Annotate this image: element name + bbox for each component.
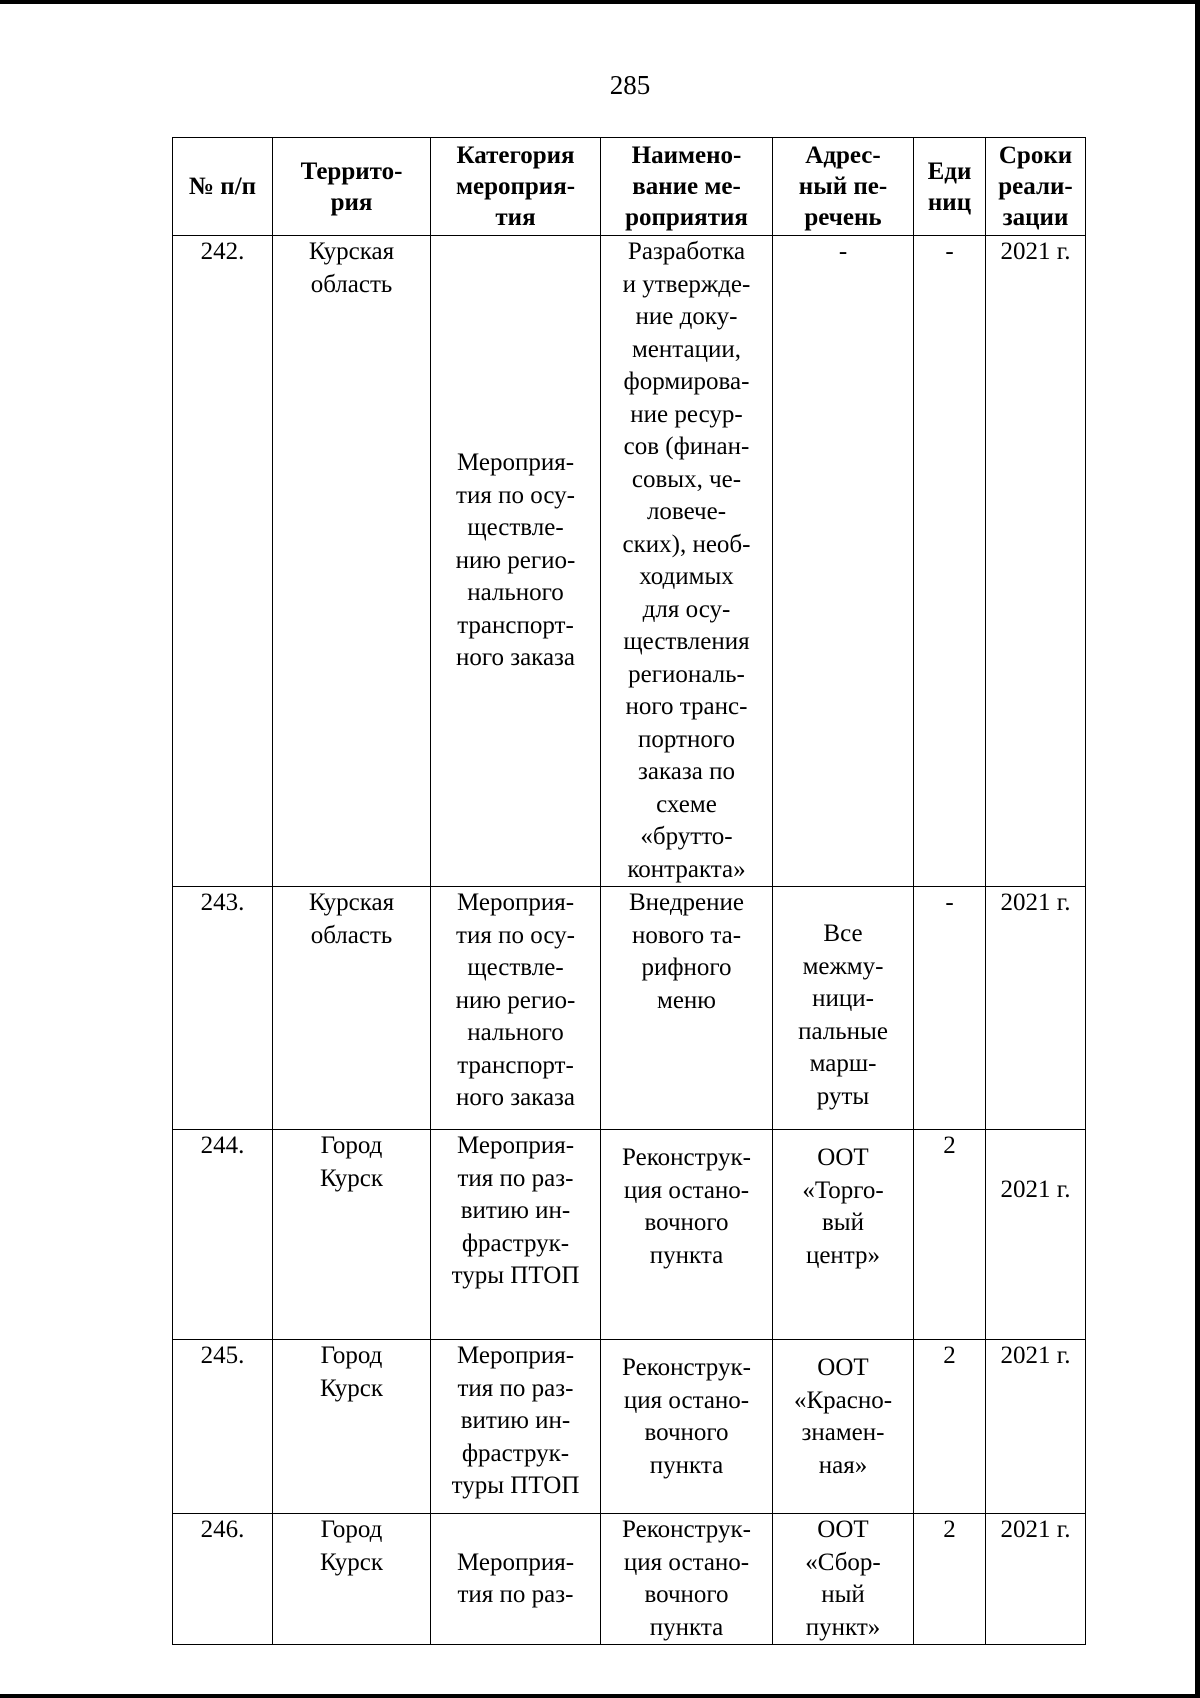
cell-num: 246. xyxy=(173,1514,273,1645)
cell-dates: 2021 г. xyxy=(986,1130,1086,1340)
table-row xyxy=(173,1340,1086,1514)
cell-territory: Город Курск xyxy=(273,1130,431,1340)
cell-unit: 2 xyxy=(914,1514,986,1645)
cell-territory: Курская область xyxy=(273,236,431,887)
cell-num: 243. xyxy=(173,887,273,1130)
table-row xyxy=(173,236,1086,887)
cell-name: Реконструк- ция остано- вочного пункта xyxy=(601,1130,773,1340)
table-row xyxy=(173,887,1086,1130)
cell-dates: 2021 г. xyxy=(986,236,1086,887)
header-num: № п/п xyxy=(173,138,273,236)
cell-name: Реконструк- ция остано- вочного пункта xyxy=(601,1514,773,1645)
cell-name: Внедрение нового та- рифного меню xyxy=(601,887,773,1130)
cell-unit: 2 xyxy=(914,1340,986,1514)
cell-category: Мероприя- тия по осу- ществле- нию регио- нального транспорт- ного заказа xyxy=(431,887,601,1130)
table-row xyxy=(173,1130,1086,1340)
cell-name: Реконструк- ция остано- вочного пункта xyxy=(601,1340,773,1514)
cell-num: 244. xyxy=(173,1130,273,1340)
scan-border-bottom xyxy=(0,1694,1200,1698)
cell-num: 245. xyxy=(173,1340,273,1514)
cell-unit: 2 xyxy=(914,1130,986,1340)
cell-territory: Город Курск xyxy=(273,1514,431,1645)
measures-table xyxy=(172,137,1086,1645)
header-address: Адрес- ный пе- речень xyxy=(773,138,914,236)
cell-dates: 2021 г. xyxy=(986,1340,1086,1514)
table-header-row xyxy=(173,138,1086,236)
cell-territory: Курская область xyxy=(273,887,431,1130)
header-dates: Сроки реали- зации xyxy=(986,138,1086,236)
cell-dates: 2021 г. xyxy=(986,1514,1086,1645)
cell-address: - xyxy=(773,236,914,887)
cell-category: Мероприя- тия по осу- ществле- нию регио- нального транспорт- ного заказа xyxy=(431,236,601,887)
cell-address: Все межму- ници- пальные марш- руты xyxy=(773,887,914,1130)
header-unit: Еди ниц xyxy=(914,138,986,236)
page-number: 285 xyxy=(609,70,651,100)
cell-num: 242. xyxy=(173,236,273,887)
cell-address: ООТ «Сбор- ный пункт» xyxy=(773,1514,914,1645)
cell-address: ООТ «Торго- вый центр» xyxy=(773,1130,914,1340)
cell-category: Мероприя- тия по раз- витию ин- фраструк- туры ПТОП xyxy=(431,1340,601,1514)
cell-unit: - xyxy=(914,236,986,887)
cell-category: Мероприя- тия по раз- xyxy=(431,1514,601,1645)
header-territory: Террито- рия xyxy=(273,138,431,236)
cell-name: Разработка и утвержде- ние доку- ментации, формирова- ние ресур- сов (финан- совых, че- ловече- ских), необ- ходимых для осу- ществления региональ- ного транс- портного заказа по схеме «брутто- контракта» xyxy=(601,236,773,887)
scan-border-top xyxy=(0,0,1200,4)
header-category: Категория мероприя- тия xyxy=(431,138,601,236)
cell-territory: Город Курск xyxy=(273,1340,431,1514)
table-row xyxy=(173,1514,1086,1645)
cell-address: ООТ «Красно- знамен- ная» xyxy=(773,1340,914,1514)
cell-unit: - xyxy=(914,887,986,1130)
scan-border-right xyxy=(1195,0,1200,1698)
cell-category: Мероприя- тия по раз- витию ин- фраструк- туры ПТОП xyxy=(431,1130,601,1340)
header-name: Наимено- вание ме- роприятия xyxy=(601,138,773,236)
cell-dates: 2021 г. xyxy=(986,887,1086,1130)
